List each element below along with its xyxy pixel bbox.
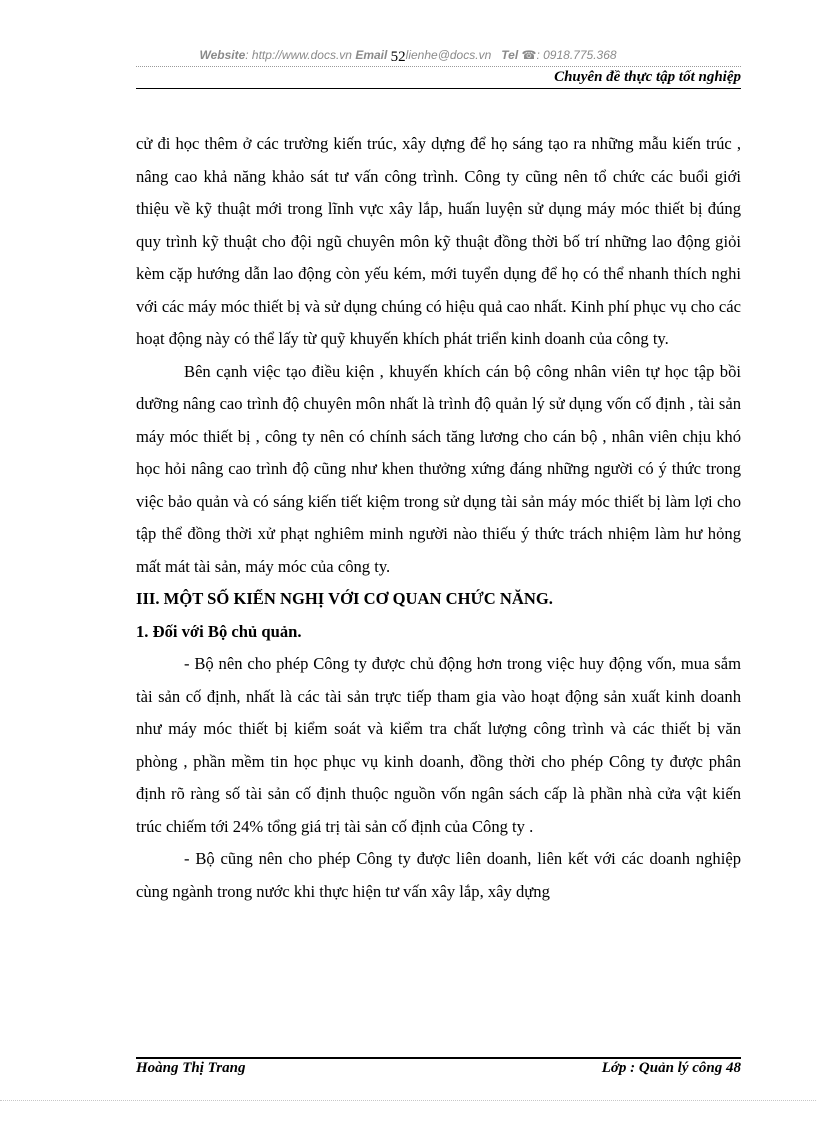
footer-rule (136, 1057, 741, 1059)
subsection-heading: 1. Đối với Bộ chủ quản. (136, 621, 302, 641)
email-label: Email (355, 48, 388, 62)
paragraph-1: cử đi học thêm ở các trường kiến trúc, xây dựng để họ sáng tạo ra những mẫu kiến trúc , nâng cao khả năng khảo sát tư vấn công trình. Công ty cũng nên tổ chức các buổi giới thiệu về kỹ thuật mới trong lĩnh vực xây lắp, huấn luyện sử dụng máy móc thiết bị đúng quy trình kỹ thuật cho đội ngũ chuyên môn kỹ thuật đồng thời bố trí những lao động giỏi kèm cặp hướng dẫn lao động còn yếu kém, mới tuyển dụng để họ có thể nhanh thích nghi với các máy móc thiết bị và sử dụng chúng có hiệu quả cao nhất. Kinh phí phục vụ cho các hoạt động này có thể lấy từ quỹ khuyến khích phát triển kinh doanh của công ty. (136, 134, 741, 348)
phone-icon: ☎ (521, 48, 537, 62)
paragraph-4: - Bộ cũng nên cho phép Công ty được liên doanh, liên kết với các doanh nghiệp cùng ngành trong nước khi thực hiện tư vấn xây lắp, xây dựng (136, 849, 741, 901)
tel-text: : 0918.775.368 (536, 48, 617, 62)
footer-author: Hoàng Thị Trang (136, 1060, 246, 1076)
page-number: 52 (390, 49, 406, 65)
footer-class: Lớp : Quản lý công 48 (601, 1060, 741, 1076)
paragraph-3: - Bộ nên cho phép Công ty được chủ động hơn trong việc huy động vốn, mua sắm tài sản cố định, nhất là các tài sản trực tiếp tham gia vào hoạt động sản xuất kinh doanh như máy móc thiết bị kiểm soát và kiểm tra chất lượng công trình và các thiết bị văn phòng , phần mềm tin học phục vụ kinh doanh, đồng thời cho phép Công ty được phân định rõ ràng số tài sản cố định thuộc nguồn vốn ngân sách cấp là phần nhà cửa vật kiến trúc chiếm tới 24% tổng giá trị tài sản cố định của Công ty . (136, 654, 741, 836)
header-title: Chuyên đề thực tập tốt nghiệp (554, 69, 741, 85)
header-dotted-divider (136, 66, 741, 67)
website-text: : http://www.docs.vn (245, 48, 352, 62)
bottom-dotted-divider (0, 1100, 816, 1101)
website-label: Website (199, 48, 246, 62)
header-rule (136, 88, 741, 89)
tel-label: Tel (501, 48, 519, 62)
paragraph-2: Bên cạnh việc tạo điều kiện , khuyến khích cán bộ công nhân viên tự học tập bồi dưỡng nâng cao trình độ chuyên môn nhất là trình độ quản lý sử dụng vốn cố định , tài sản máy móc thiết bị , công ty nên có chính sách tăng lương cho cán bộ , nhân viên chịu khó học hỏi nâng cao trình độ cũng như khen thưởng xứng đáng những người có ý thức trong việc bảo quản và có sáng kiến tiết kiệm trong sử dụng tài sản máy móc thiết bị làm lợi cho tập thể đồng thời xử phạt nghiêm minh người nào thiếu ý thức trách nhiệm làm hư hỏng mất mát tài sản, máy móc của công ty. (136, 361, 741, 576)
email-text: lienhe@docs.vn (405, 48, 492, 62)
document-body (136, 128, 741, 908)
header-contact-line (0, 47, 816, 64)
section-heading: III. MỘT SỐ KIẾN NGHỊ VỚI CƠ QUAN CHỨC NĂNG. (136, 589, 553, 608)
